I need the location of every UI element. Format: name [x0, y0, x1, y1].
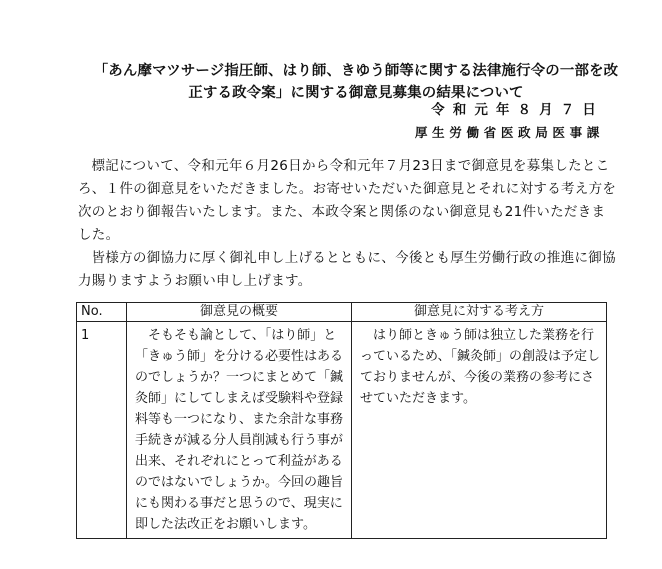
- header-response: 御意見に対する考え方: [352, 303, 607, 322]
- table-header-row: [77, 303, 607, 322]
- body-paragraph-2: 皆様方の御協力に厚く御礼申し上げるとともに、今後とも厚生労働行政の推進に御協力賜りますようお願い申し上げます。: [78, 250, 616, 289]
- document-title: 「あん摩マツサージ指圧師、はり師、きゆう師等に関する法律施行令の一部を改正する政令案」に関する御意見募集の結果について: [93, 63, 619, 101]
- document-issuer: 厚生労働省医政局医事課: [414, 125, 604, 140]
- document-date: 令和元年８月７日: [431, 103, 604, 118]
- opinions-table: [76, 302, 607, 539]
- header-summary: 御意見の概要: [127, 303, 352, 322]
- row-summary: そもそも論として、「はり師」と「きゅう師」を分ける必要性はあるのでしょうか？一つにまとめて「鍼灸師」にしてしまえば受験料や登録料等も一つになり、また余計な事務手続きが減る分人員削減も行う事が出来、それぞれにとって利益があるのではないでしょうか。今回の趣旨にも関わる事だと思うので、現実に即した法改正をお願いします。: [127, 322, 352, 539]
- row-response: はり師ときゅう師は独立した業務を行っているため、「鍼灸師」の創設は予定しておりませんが、今後の業務の参考にさせていただきます。: [352, 322, 607, 539]
- table-row: [77, 322, 607, 539]
- row-no: 1: [77, 322, 127, 539]
- body-paragraph-1: 標記について、令和元年６月26日から令和元年７月23日まで御意見を募集したところ、１件の御意見をいただきました。お寄せいただいた御意見とそれに対する考え方を次のとおり御報告いたします。また、本政令案と関係のない御意見も21件いただきました。: [78, 158, 617, 243]
- document-body: [78, 155, 618, 293]
- header-no: No.: [77, 303, 127, 322]
